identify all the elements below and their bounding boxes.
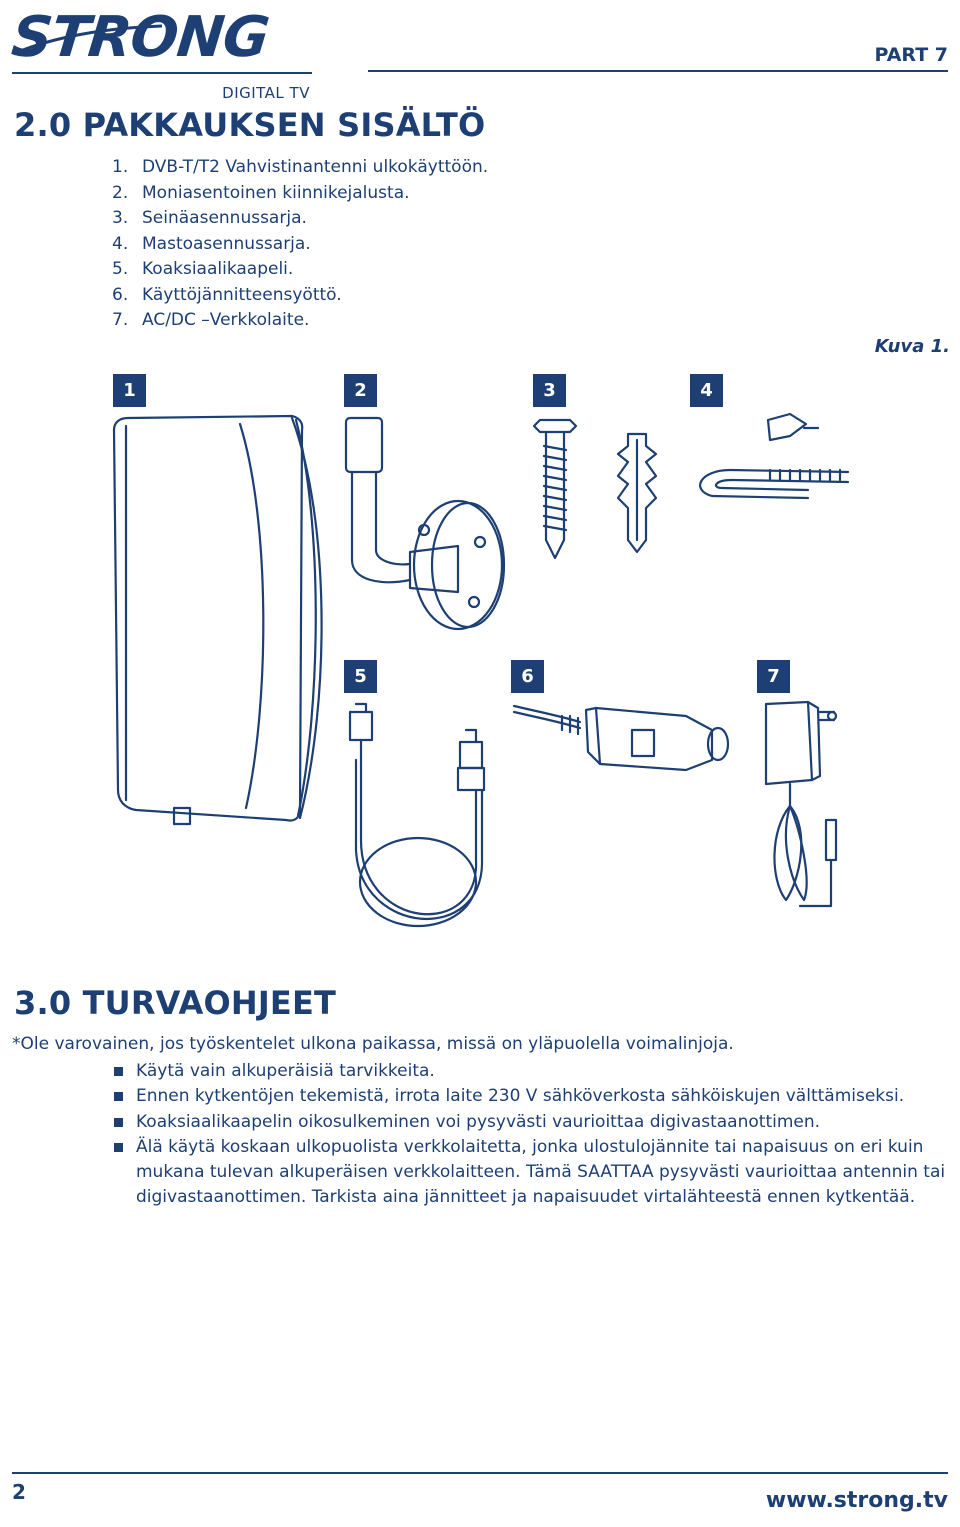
wall-plug-icon	[618, 434, 656, 552]
bullet-icon	[114, 1143, 123, 1152]
figure-badge-3: 3	[533, 374, 566, 407]
list-item: Älä käytä koskaan ulkopuolista verkkolaitetta, jonka ulostulojännite tai napaisuus on eri kuin mukana tulevan alkuperäisen verkkolaitteen. Tämä SAATTAA pysyvästi vaurioittaa antennin tai digivastaanottimen. Tarkista aina jännitteet ja napaisuudet virtalähteestä ennen kytkentää.	[114, 1135, 954, 1211]
safety-list	[114, 1059, 954, 1211]
figure-badge-4: 4	[690, 374, 723, 407]
list-item: Ennen kytkentöjen tekemistä, irrota laite 230 V sähköverkosta sähköiskujen välttämiseksi.	[114, 1084, 954, 1109]
list-item: 6. Käyttöjännitteensyöttö.	[112, 284, 342, 305]
page-number: 2	[12, 1480, 26, 1504]
brand-subtitle: DIGITAL TV	[222, 84, 310, 102]
footer-rule	[12, 1472, 948, 1474]
footer-url[interactable]: www.strong.tv	[765, 1488, 948, 1513]
figure-badge-1: 1	[113, 374, 146, 407]
u-bolt-icon	[700, 414, 848, 498]
power-inserter-icon	[514, 706, 728, 770]
list-item: 5. Koaksiaalikaapeli.	[112, 259, 294, 279]
bullet-icon	[114, 1067, 123, 1076]
section-title-safety: 3.0 TURVAOHJEET	[14, 984, 337, 1022]
list-item: 3. Seinäasennussarja.	[112, 208, 307, 228]
safety-intro: *Ole varovainen, jos työskentelet ulkona paikassa, missä on yläpuolella voimalinjoja.	[12, 1034, 734, 1054]
figure-badge-6: 6	[511, 660, 544, 693]
list-item: Koaksiaalikaapelin oikosulkeminen voi pysyvästi vaurioittaa digivastaanottimen.	[114, 1110, 954, 1135]
part-label: PART 7	[874, 44, 948, 66]
list-item: Käytä vain alkuperäisiä tarvikkeita.	[114, 1059, 954, 1084]
antenna-icon	[114, 416, 322, 824]
list-item: 7. AC/DC –Verkkolaite.	[112, 310, 310, 330]
figure-badge-5: 5	[344, 660, 377, 693]
list-item: 1. DVB-T/T2 Vahvistinantenni ulkokäyttöön.	[112, 157, 489, 177]
figure-badge-2: 2	[344, 374, 377, 407]
brand-wordmark: STRONG	[8, 5, 272, 70]
bullet-icon	[114, 1118, 123, 1127]
mount-bracket-icon	[346, 418, 504, 629]
list-item: 4. Mastoasennussarja.	[112, 233, 311, 254]
bullet-icon	[114, 1092, 123, 1101]
wall-screw-icon	[534, 420, 576, 558]
coax-cable-icon	[350, 704, 484, 926]
section-title-contents: 2.0 PAKKAUKSEN SISÄLTÖ	[14, 106, 486, 144]
ac-adapter-icon	[766, 702, 836, 906]
list-item: 2. Moniasentoinen kiinnikejalusta.	[112, 182, 410, 203]
figure-caption: Kuva 1.	[874, 336, 950, 357]
figure-badge-7: 7	[757, 660, 790, 693]
